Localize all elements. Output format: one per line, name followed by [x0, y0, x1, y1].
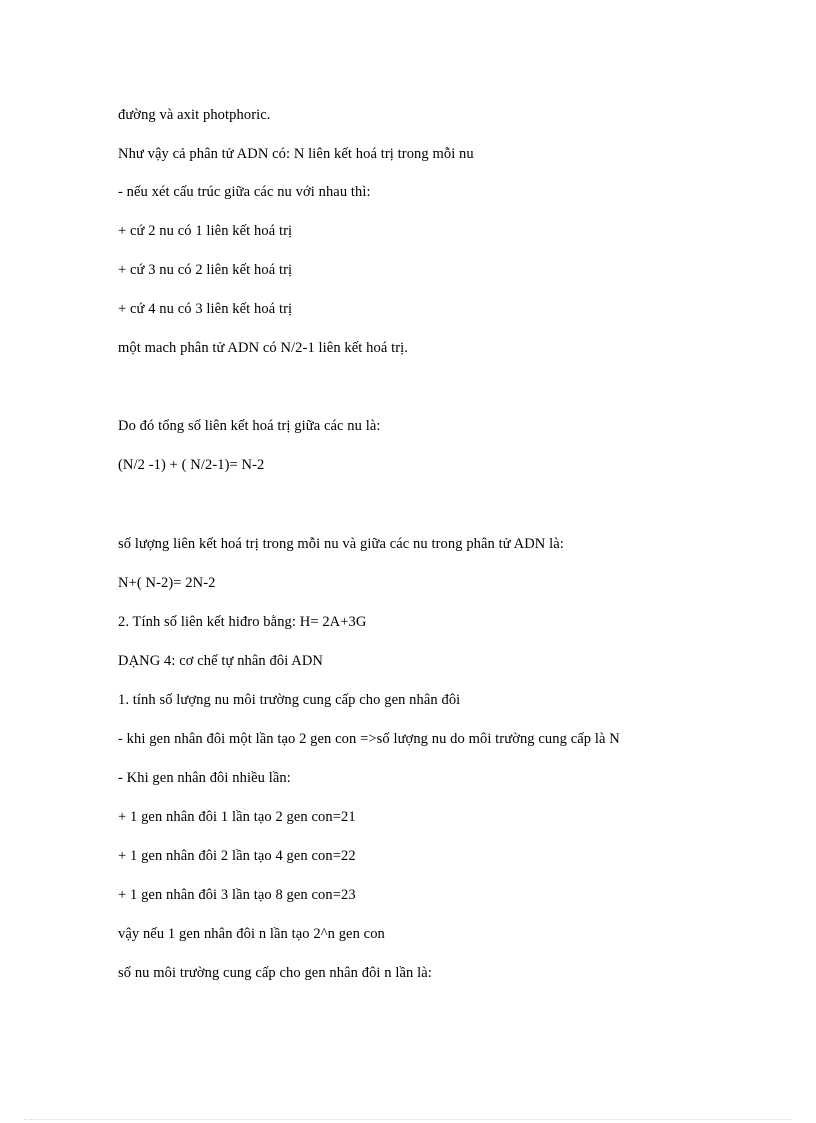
text-line: Do đó tổng số liên kết hoá trị giữa các nu là: [118, 418, 381, 434]
text-line: đường và axit photphoric. [118, 107, 271, 123]
text-line: + cứ 4 nu có 3 liên kết hoá trị [118, 301, 293, 317]
text-line: 1. tính số lượng nu môi trường cung cấp cho gen nhân đôi [118, 692, 461, 708]
text-line: Như vậy cả phân tử ADN có: N liên kết hoá trị trong mỗi nu [118, 146, 474, 162]
text-line: số nu môi trường cung cấp cho gen nhân đôi n lần là: [118, 965, 432, 981]
text-line: + cứ 2 nu có 1 liên kết hoá trị [118, 223, 293, 239]
text-line: (N/2 -1) + ( N/2-1)= N-2 [118, 457, 265, 473]
text-line: số lượng liên kết hoá trị trong mỗi nu và giữa các nu trong phân tử ADN là: [118, 536, 564, 552]
text-line: + cứ 3 nu có 2 liên kết hoá trị [118, 262, 293, 278]
text-line: + 1 gen nhân đôi 3 lần tạo 8 gen con=23 [118, 887, 356, 903]
page-bottom-divider [24, 1119, 792, 1120]
text-line: - Khi gen nhân đôi nhiều lần: [118, 770, 291, 786]
text-line: N+( N-2)= 2N-2 [118, 575, 216, 591]
text-line: một mach phân tử ADN có N/2-1 liên kết hoá trị. [118, 340, 409, 356]
text-line: + 1 gen nhân đôi 2 lần tạo 4 gen con=22 [118, 848, 356, 864]
text-line: vậy nếu 1 gen nhân đôi n lần tạo 2^n gen con [118, 926, 385, 942]
text-line: - nếu xét cấu trúc giữa các nu với nhau thì: [118, 184, 371, 200]
section-heading: DẠNG 4: cơ chế tự nhân đôi ADN [118, 653, 323, 669]
text-line: + 1 gen nhân đôi 1 lần tạo 2 gen con=21 [118, 809, 356, 825]
text-line: 2. Tính số liên kết hiđro bằng: H= 2A+3G [118, 614, 367, 630]
text-line: - khi gen nhân đôi một lần tạo 2 gen con =>số lượng nu do môi trường cung cấp là N [118, 731, 620, 747]
